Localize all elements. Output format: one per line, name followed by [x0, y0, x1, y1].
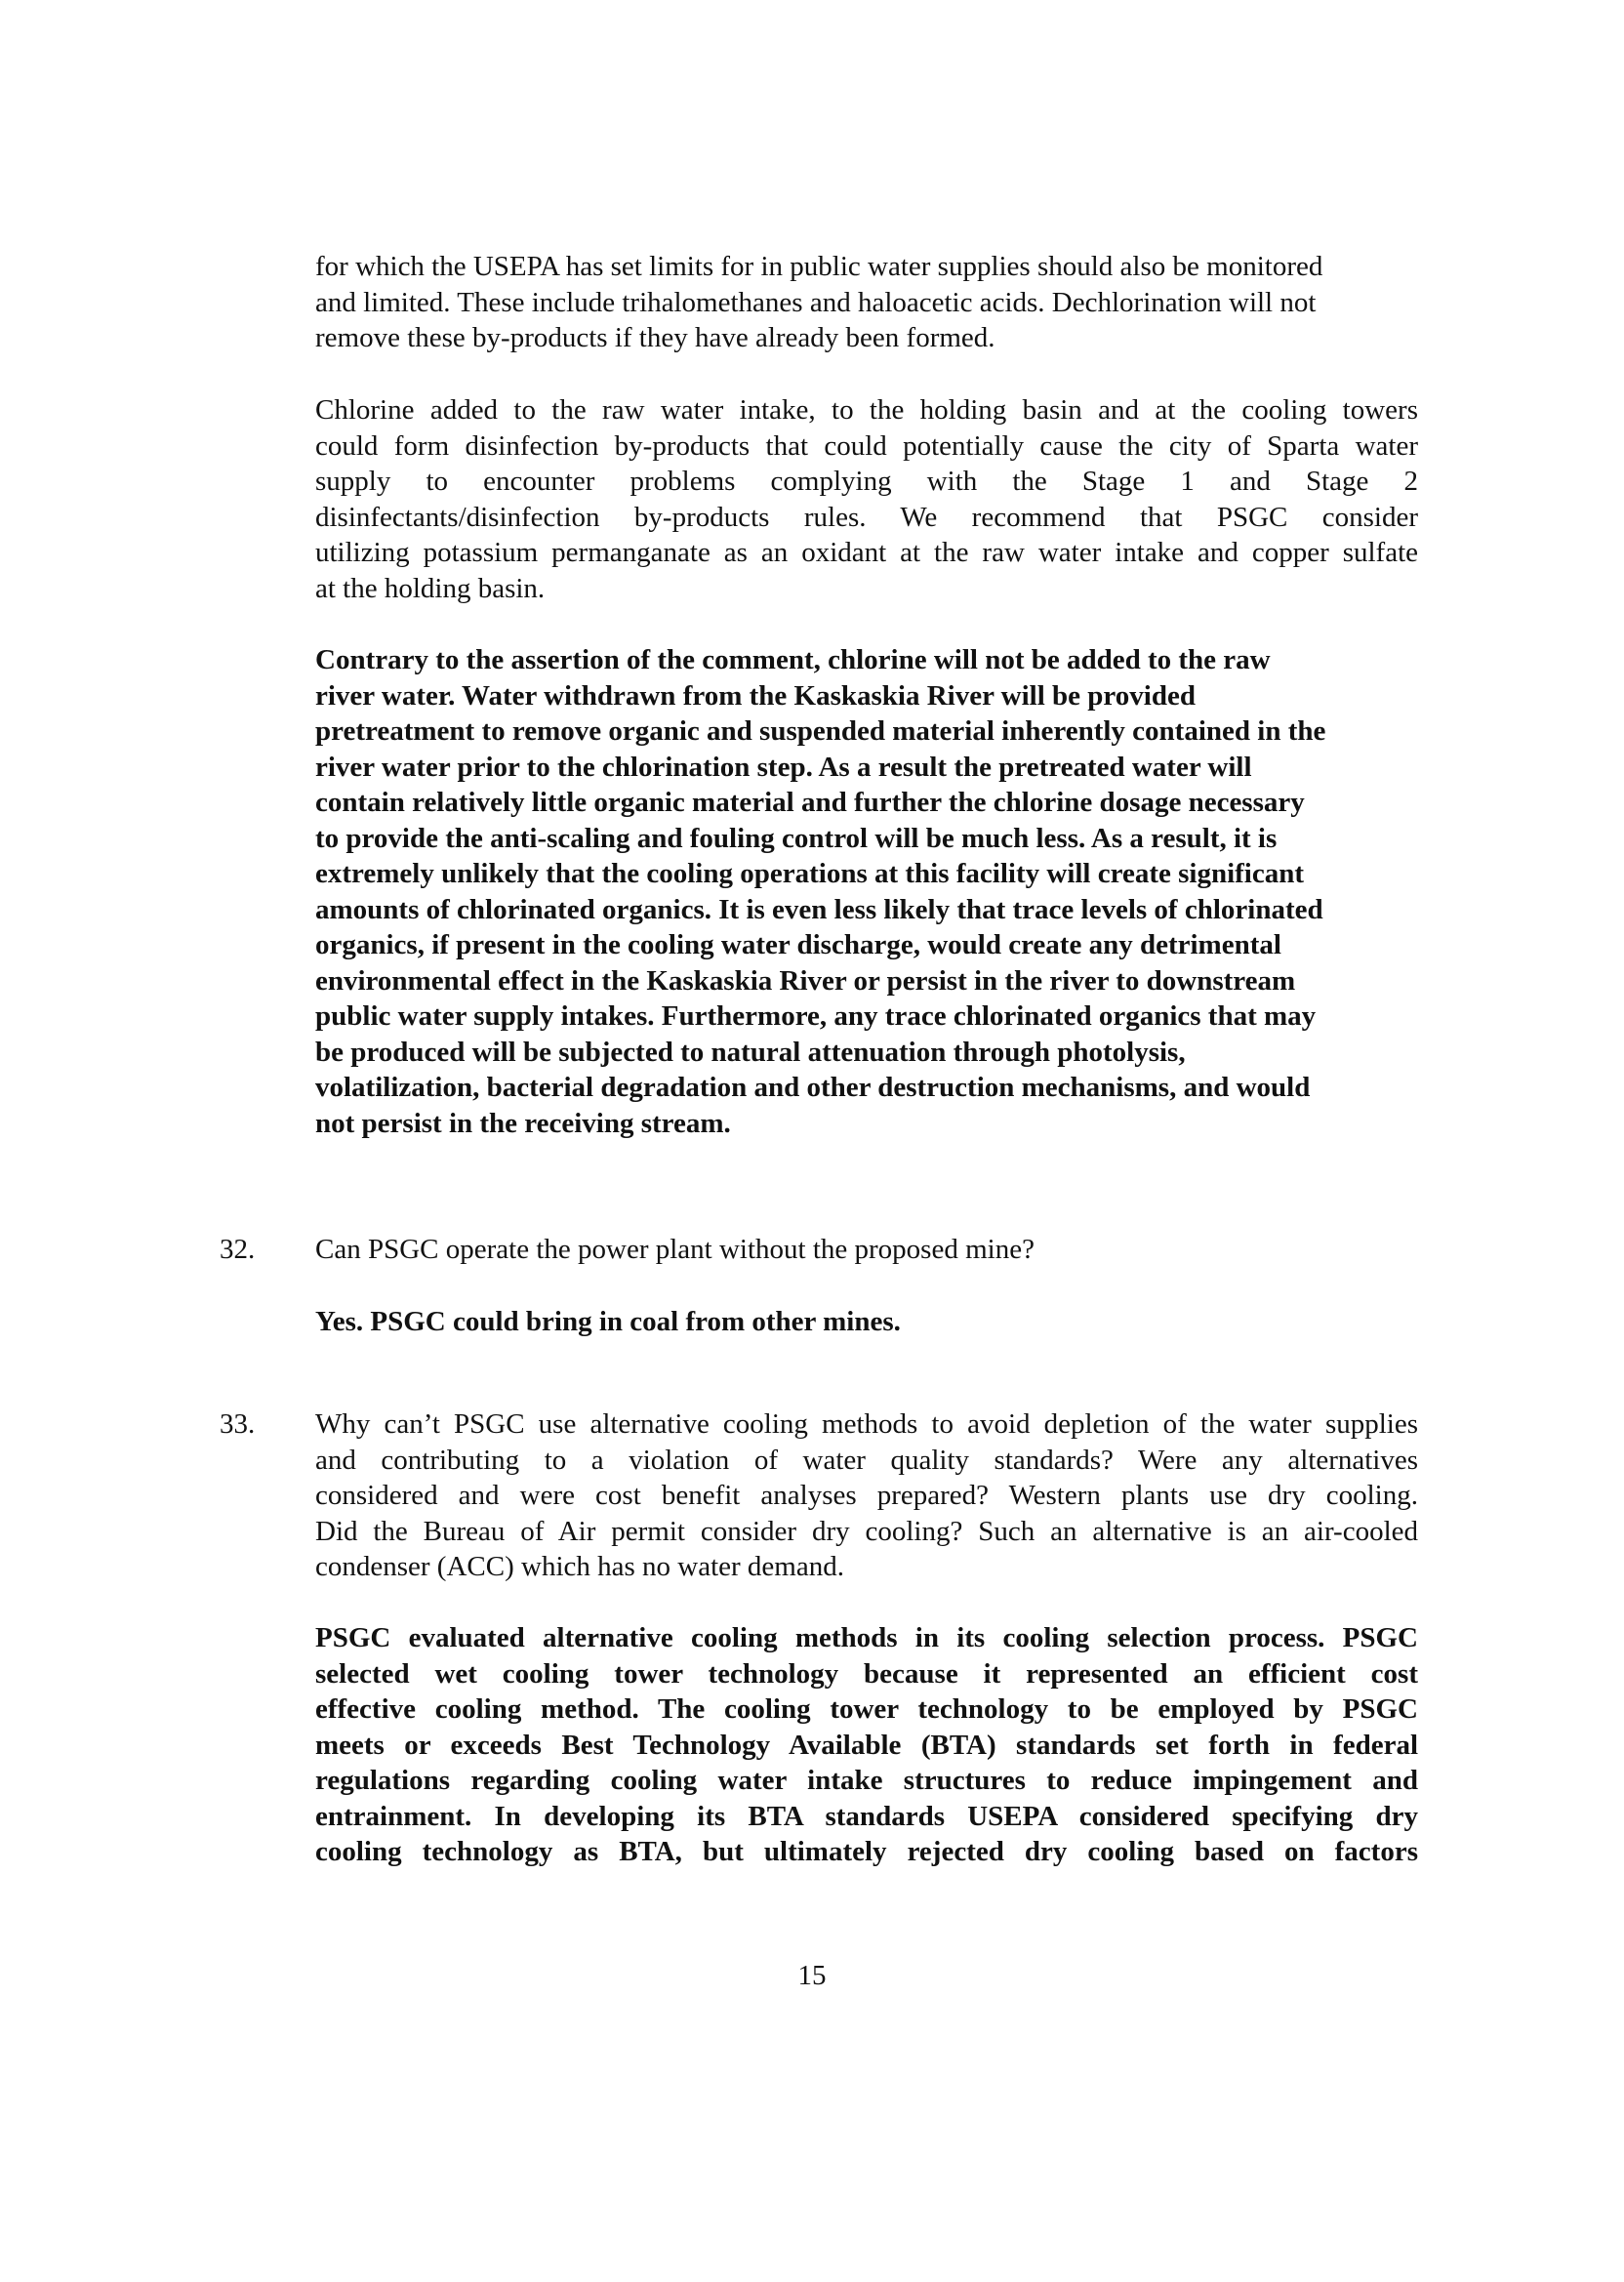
- text-line: PSGC evaluated alternative cooling methods in its cooling selection process. PSGC: [315, 1622, 1418, 1653]
- text-line: utilizing potassium permanganate as an oxidant at the raw water intake and copper sulfate: [315, 537, 1418, 568]
- text-line: entrainment. In developing its BTA standards USEPA considered specifying dry: [315, 1800, 1418, 1832]
- text-line: remove these by-products if they have already been formed.: [315, 322, 995, 353]
- text-line: Yes. PSGC could bring in coal from other mines.: [315, 1306, 901, 1337]
- page-number: 15: [797, 1960, 827, 1991]
- text-line: and contributing to a violation of water quality standards? Were any alternatives: [315, 1444, 1418, 1476]
- text-line: Chlorine added to the raw water intake, to the holding basin and at the cooling towers: [315, 394, 1418, 426]
- question-33: [315, 1406, 1418, 1585]
- text-line: could form disinfection by-products that could potentially cause the city of Sparta water: [315, 429, 1418, 462]
- text-line: extremely unlikely that the cooling operations at this facility will create significant: [315, 858, 1305, 889]
- text-line: public water supply intakes. Furthermore, any trace chlorinated organics that may: [315, 1000, 1317, 1032]
- text-line: river water. Water withdrawn from the Kaskaskia River will be provided: [315, 679, 1196, 712]
- text-line: selected wet cooling tower technology because it represented an efficient cost: [315, 1657, 1418, 1690]
- text-line: organics, if present in the cooling water discharge, would create any detrimental: [315, 929, 1281, 960]
- text-line: for which the USEPA has set limits for in public water supplies should also be monitored: [315, 251, 1323, 282]
- paragraph-dechlorination: [315, 249, 1418, 356]
- text-line: effective cooling method. The cooling tower technology to be employed by PSGC: [315, 1693, 1418, 1725]
- question-number-32: 32.: [220, 1234, 256, 1265]
- text-line: environmental effect in the Kaskaskia River or persist in the river to downstream: [315, 964, 1296, 997]
- text-line: Did the Bureau of Air permit consider dry cooling? Such an alternative is an air-cooled: [315, 1515, 1418, 1547]
- text-line: contain relatively little organic material and further the chlorine dosage necessary: [315, 787, 1305, 818]
- text-line: Can PSGC operate the power plant without the proposed mine?: [315, 1234, 1035, 1265]
- text-line: supply to encounter problems complying with the Stage 1 and Stage 2: [315, 466, 1418, 497]
- answer-33: [315, 1620, 1418, 1870]
- text-line: Why can’t PSGC use alternative cooling methods to avoid depletion of the water supplies: [315, 1408, 1418, 1440]
- text-line: meets or exceeds Best Technology Available (BTA) standards set forth in federal: [315, 1729, 1418, 1761]
- text-line: disinfectants/disinfection by-products rules. We recommend that PSGC consider: [315, 501, 1418, 533]
- text-line: amounts of chlorinated organics. It is even less likely that trace levels of chlorinated: [315, 893, 1323, 925]
- text-line: regulations regarding cooling water intake structures to reduce impingement and: [315, 1765, 1418, 1796]
- text-line: volatilization, bacterial degradation and other destruction mechanisms, and would: [315, 1072, 1311, 1103]
- text-line: at the holding basin.: [315, 572, 546, 604]
- text-line: considered and were cost benefit analyses prepared? Western plants use dry cooling.: [315, 1480, 1418, 1511]
- question-number-33: 33.: [220, 1408, 256, 1440]
- question-32: [315, 1232, 1418, 1268]
- answer-32: [315, 1304, 1418, 1340]
- text-line: and limited. These include trihalomethanes and haloacetic acids. Dechlorination will not: [315, 286, 1317, 318]
- text-line: river water prior to the chlorination step. As a result the pretreated water will: [315, 751, 1252, 783]
- text-line: pretreatment to remove organic and suspended material inherently contained in the: [315, 715, 1326, 747]
- response-chlorine: [315, 642, 1418, 1141]
- text-line: cooling technology as BTA, but ultimately rejected dry cooling based on factors: [315, 1836, 1418, 1867]
- paragraph-chlorine-comment: [315, 392, 1418, 606]
- text-line: to provide the anti-scaling and fouling control will be much less. As a result, it is: [315, 822, 1278, 854]
- text-line: be produced will be subjected to natural attenuation through photolysis,: [315, 1036, 1186, 1068]
- text-line: not persist in the receiving stream.: [315, 1107, 731, 1139]
- text-line: Contrary to the assertion of the comment, chlorine will not be added to the raw: [315, 644, 1271, 675]
- text-line: condenser (ACC) which has no water demand.: [315, 1551, 844, 1582]
